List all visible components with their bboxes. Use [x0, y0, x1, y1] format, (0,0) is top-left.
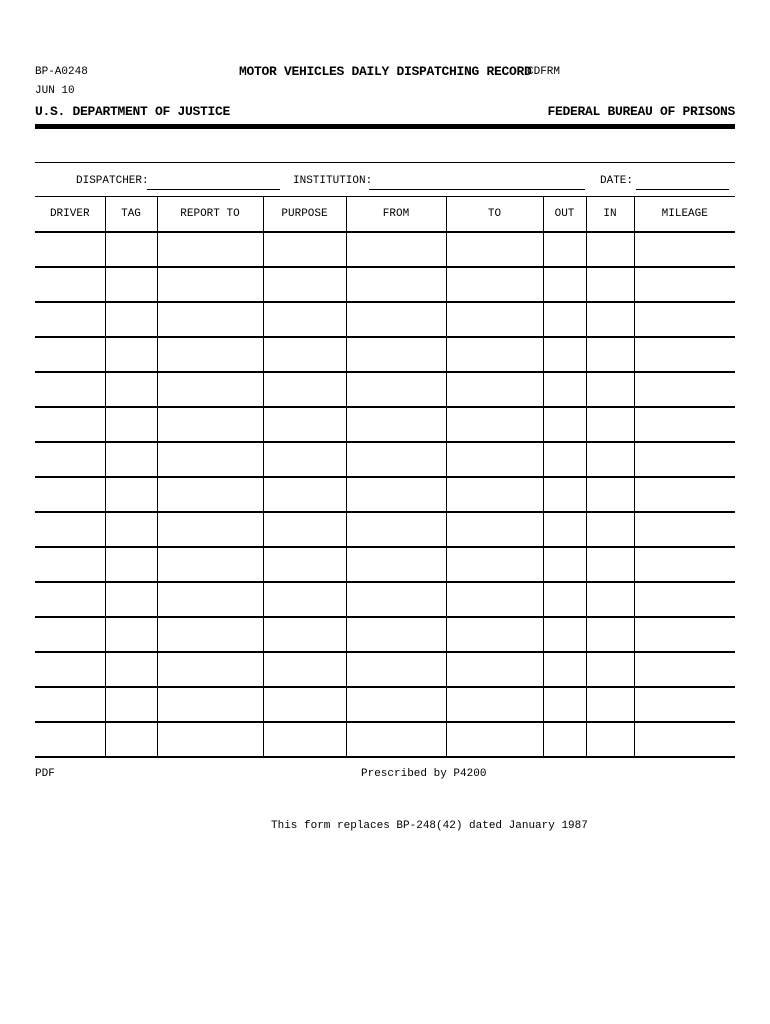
table-cell-in[interactable] — [586, 617, 634, 652]
table-cell-out[interactable] — [543, 582, 586, 617]
table-cell-mileage[interactable] — [634, 337, 735, 372]
table-cell-to[interactable] — [446, 582, 543, 617]
table-cell-out[interactable] — [543, 407, 586, 442]
table-cell-mileage[interactable] — [634, 512, 735, 547]
table-cell-to[interactable] — [446, 722, 543, 757]
table-row — [35, 617, 735, 652]
table-cell-tag[interactable] — [105, 302, 157, 337]
table-cell-mileage[interactable] — [634, 477, 735, 512]
table-cell-report-to[interactable] — [157, 302, 263, 337]
table-cell-tag[interactable] — [105, 687, 157, 722]
table-cell-mileage[interactable] — [634, 687, 735, 722]
table-cell-report-to[interactable] — [157, 547, 263, 582]
table-cell-in[interactable] — [586, 722, 634, 757]
footer-prescribed: Prescribed by P4200 — [361, 768, 487, 780]
column-header-report-to: REPORT TO — [157, 197, 263, 232]
table-cell-tag[interactable] — [105, 337, 157, 372]
table-row — [35, 442, 735, 477]
table-cell-from[interactable] — [346, 547, 446, 582]
table-row — [35, 722, 735, 757]
fields-top-divider — [35, 162, 735, 163]
table-cell-to[interactable] — [446, 302, 543, 337]
table-row — [35, 232, 735, 267]
column-header-out: OUT — [543, 197, 586, 232]
table-cell-from[interactable] — [346, 302, 446, 337]
table-row — [35, 652, 735, 687]
table-body — [35, 232, 735, 757]
table-cell-in[interactable] — [586, 442, 634, 477]
table-cell-tag[interactable] — [105, 442, 157, 477]
table-cell-to[interactable] — [446, 372, 543, 407]
table-cell-report-to[interactable] — [157, 337, 263, 372]
dispatcher-label: DISPATCHER: — [76, 175, 149, 187]
table-cell-tag[interactable] — [105, 582, 157, 617]
table-cell-in[interactable] — [586, 232, 634, 267]
table-cell-report-to[interactable] — [157, 582, 263, 617]
table-cell-driver[interactable] — [35, 547, 105, 582]
table-cell-out[interactable] — [543, 302, 586, 337]
institution-label: INSTITUTION: — [293, 175, 373, 187]
table-cell-in[interactable] — [586, 512, 634, 547]
form-title: MOTOR VEHICLES DAILY DISPATCHING RECORD — [239, 64, 532, 79]
table-cell-to[interactable] — [446, 267, 543, 302]
table-cell-in[interactable] — [586, 477, 634, 512]
table-cell-purpose[interactable] — [263, 547, 346, 582]
column-header-to: TO — [446, 197, 543, 232]
table-cell-tag[interactable] — [105, 512, 157, 547]
table-cell-report-to[interactable] — [157, 372, 263, 407]
table-cell-out[interactable] — [543, 267, 586, 302]
table-cell-driver[interactable] — [35, 267, 105, 302]
table-cell-in[interactable] — [586, 302, 634, 337]
form-date: JUN 10 — [35, 85, 75, 97]
table-cell-purpose[interactable] — [263, 302, 346, 337]
table-cell-from[interactable] — [346, 477, 446, 512]
table-cell-to[interactable] — [446, 477, 543, 512]
table-cell-report-to[interactable] — [157, 442, 263, 477]
table-row — [35, 407, 735, 442]
table-cell-in[interactable] — [586, 267, 634, 302]
table-cell-driver[interactable] — [35, 232, 105, 267]
table-cell-to[interactable] — [446, 617, 543, 652]
table-cell-mileage[interactable] — [634, 267, 735, 302]
table-cell-mileage[interactable] — [634, 652, 735, 687]
table-cell-in[interactable] — [586, 652, 634, 687]
table-cell-report-to[interactable] — [157, 687, 263, 722]
table-cell-mileage[interactable] — [634, 232, 735, 267]
table-cell-from[interactable] — [346, 407, 446, 442]
table-cell-out[interactable] — [543, 372, 586, 407]
table-cell-in[interactable] — [586, 372, 634, 407]
form-code: CDFRM — [527, 66, 561, 78]
table-cell-purpose[interactable] — [263, 337, 346, 372]
table-cell-mileage[interactable] — [634, 407, 735, 442]
column-header-mileage: MILEAGE — [634, 197, 735, 232]
table-row — [35, 267, 735, 302]
date-label: DATE: — [600, 175, 634, 187]
table-cell-report-to[interactable] — [157, 617, 263, 652]
table-cell-from[interactable] — [346, 337, 446, 372]
table-row — [35, 477, 735, 512]
table-cell-tag[interactable] — [105, 722, 157, 757]
table-cell-from[interactable] — [346, 232, 446, 267]
form-number: BP-A0248 — [35, 66, 88, 78]
column-header-tag: TAG — [105, 197, 157, 232]
header-divider-thick — [35, 124, 735, 129]
table-cell-to[interactable] — [446, 652, 543, 687]
table-cell-driver[interactable] — [35, 442, 105, 477]
table-cell-mileage[interactable] — [634, 372, 735, 407]
table-cell-tag[interactable] — [105, 547, 157, 582]
table-cell-driver[interactable] — [35, 722, 105, 757]
table-cell-purpose[interactable] — [263, 652, 346, 687]
table-cell-purpose[interactable] — [263, 617, 346, 652]
table-cell-to[interactable] — [446, 407, 543, 442]
table-cell-tag[interactable] — [105, 407, 157, 442]
table-cell-out[interactable] — [543, 512, 586, 547]
table-cell-tag[interactable] — [105, 652, 157, 687]
table-cell-report-to[interactable] — [157, 652, 263, 687]
table-cell-out[interactable] — [543, 722, 586, 757]
table-cell-driver[interactable] — [35, 582, 105, 617]
table-cell-from[interactable] — [346, 617, 446, 652]
table-cell-mileage[interactable] — [634, 722, 735, 757]
column-header-from: FROM — [346, 197, 446, 232]
table-cell-report-to[interactable] — [157, 232, 263, 267]
table-cell-tag[interactable] — [105, 232, 157, 267]
table-row — [35, 337, 735, 372]
table-cell-purpose[interactable] — [263, 232, 346, 267]
dispatcher-field[interactable] — [147, 189, 280, 190]
table-cell-from[interactable] — [346, 442, 446, 477]
table-cell-to[interactable] — [446, 687, 543, 722]
table-cell-from[interactable] — [346, 582, 446, 617]
table-cell-from[interactable] — [346, 687, 446, 722]
column-header-in: IN — [586, 197, 634, 232]
table-cell-purpose[interactable] — [263, 407, 346, 442]
table-cell-from[interactable] — [346, 267, 446, 302]
table-cell-to[interactable] — [446, 442, 543, 477]
table-cell-driver[interactable] — [35, 512, 105, 547]
table-cell-driver[interactable] — [35, 372, 105, 407]
table-cell-out[interactable] — [543, 232, 586, 267]
table-cell-out[interactable] — [543, 442, 586, 477]
table-cell-in[interactable] — [586, 337, 634, 372]
table-cell-driver[interactable] — [35, 652, 105, 687]
table-cell-driver[interactable] — [35, 407, 105, 442]
table-row — [35, 512, 735, 547]
table-cell-mileage[interactable] — [634, 442, 735, 477]
table-row — [35, 547, 735, 582]
table-cell-purpose[interactable] — [263, 267, 346, 302]
table-cell-from[interactable] — [346, 722, 446, 757]
table-row — [35, 372, 735, 407]
table-cell-out[interactable] — [543, 617, 586, 652]
department-name: U.S. DEPARTMENT OF JUSTICE — [35, 104, 231, 119]
table-cell-report-to[interactable] — [157, 477, 263, 512]
table-cell-purpose[interactable] — [263, 477, 346, 512]
table-cell-report-to[interactable] — [157, 512, 263, 547]
table-cell-out[interactable] — [543, 337, 586, 372]
column-header-driver: DRIVER — [35, 197, 105, 232]
table-cell-to[interactable] — [446, 337, 543, 372]
footer-replaces: This form replaces BP-248(42) dated January 1987 — [271, 820, 588, 832]
table-row — [35, 302, 735, 337]
table-cell-purpose[interactable] — [263, 582, 346, 617]
table-row — [35, 687, 735, 722]
table-cell-tag[interactable] — [105, 477, 157, 512]
table-cell-purpose[interactable] — [263, 687, 346, 722]
table-cell-report-to[interactable] — [157, 722, 263, 757]
table-cell-from[interactable] — [346, 512, 446, 547]
table-cell-report-to[interactable] — [157, 407, 263, 442]
table-cell-purpose[interactable] — [263, 512, 346, 547]
table-cell-mileage[interactable] — [634, 547, 735, 582]
table-cell-in[interactable] — [586, 687, 634, 722]
table-cell-mileage[interactable] — [634, 302, 735, 337]
table-cell-from[interactable] — [346, 372, 446, 407]
dispatch-table — [35, 197, 735, 758]
table-cell-driver[interactable] — [35, 302, 105, 337]
table-cell-purpose[interactable] — [263, 372, 346, 407]
bureau-name: FEDERAL BUREAU OF PRISONS — [547, 104, 735, 119]
table-cell-in[interactable] — [586, 547, 634, 582]
table-cell-to[interactable] — [446, 547, 543, 582]
table-cell-tag[interactable] — [105, 617, 157, 652]
institution-field[interactable] — [369, 189, 585, 190]
table-cell-in[interactable] — [586, 582, 634, 617]
table-cell-tag[interactable] — [105, 372, 157, 407]
footer-pdf: PDF — [35, 768, 55, 780]
table-cell-driver[interactable] — [35, 687, 105, 722]
table-cell-out[interactable] — [543, 687, 586, 722]
table-cell-driver[interactable] — [35, 617, 105, 652]
table-cell-to[interactable] — [446, 512, 543, 547]
table-cell-purpose[interactable] — [263, 442, 346, 477]
table-cell-purpose[interactable] — [263, 722, 346, 757]
table-cell-out[interactable] — [543, 652, 586, 687]
table-row — [35, 582, 735, 617]
table-cell-to[interactable] — [446, 232, 543, 267]
table-cell-tag[interactable] — [105, 267, 157, 302]
table-cell-driver[interactable] — [35, 477, 105, 512]
table-header-row — [35, 197, 735, 232]
table-cell-from[interactable] — [346, 652, 446, 687]
column-header-purpose: PURPOSE — [263, 197, 346, 232]
date-field[interactable] — [636, 189, 729, 190]
table-cell-report-to[interactable] — [157, 267, 263, 302]
table-cell-out[interactable] — [543, 547, 586, 582]
table-cell-in[interactable] — [586, 407, 634, 442]
table-cell-mileage[interactable] — [634, 582, 735, 617]
table-cell-driver[interactable] — [35, 337, 105, 372]
table-cell-out[interactable] — [543, 477, 586, 512]
table-cell-mileage[interactable] — [634, 617, 735, 652]
